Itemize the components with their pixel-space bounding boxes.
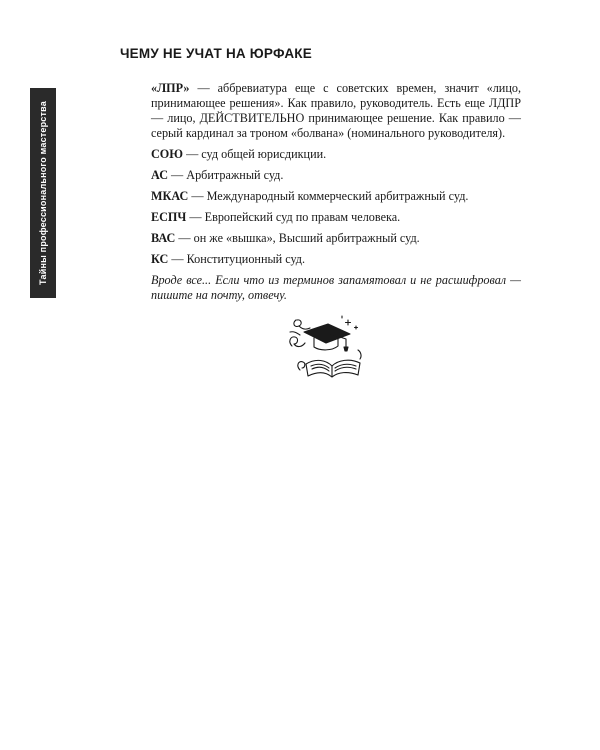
glossary-term: «ЛПР» <box>151 81 190 95</box>
glossary-entry-vas <box>151 231 521 246</box>
glossary-definition: — Международный коммерческий арбитражный суд. <box>188 189 469 203</box>
glossary-entry-espch <box>151 210 521 225</box>
glossary-term: КС <box>151 252 169 266</box>
glossary-entry-mkas <box>151 189 521 204</box>
glossary-term: ВАС <box>151 231 176 245</box>
glossary-definition: — Конституционный суд. <box>168 252 306 266</box>
chapter-title: ЧЕМУ НЕ УЧАТ НА ЮРФАКЕ <box>120 46 312 61</box>
glossary-definition: — аббревиатура еще с советских времен, значит «лицо, принимающее решения». Как правило, руководитель. Есть еще ЛДПР — лицо, ДЕЙСТВИТЕЛЬНО принимающее решение. Как правило — серый кардинал за троном «болвана» (номинального руководителя). <box>151 81 521 140</box>
glossary-term: МКАС <box>151 189 189 203</box>
glossary-entry-soyu <box>151 147 521 162</box>
glossary-content <box>151 81 521 309</box>
side-tab-label: Тайны профессионального мастерства <box>38 101 48 285</box>
glossary-definition: — Арбитражный суд. <box>168 168 284 182</box>
glossary-definition: — он же «вышка», Высший арбитражный суд. <box>175 231 420 245</box>
closing-note: Вроде все... Если что из терминов запамятовал и не расшифровал — пишите на почту, отвечу. <box>151 273 521 302</box>
graduation-cap-and-book-icon <box>286 314 366 380</box>
glossary-term: СОЮ <box>151 147 184 161</box>
glossary-entry-lpr <box>151 81 521 141</box>
glossary-definition: — Европейский суд по правам человека. <box>186 210 401 224</box>
glossary-entry-ks <box>151 252 521 267</box>
glossary-definition: — суд общей юрисдикции. <box>183 147 327 161</box>
glossary-term: ЕСПЧ <box>151 210 187 224</box>
glossary-term: АС <box>151 168 168 182</box>
side-tab <box>30 88 56 298</box>
glossary-entry-as <box>151 168 521 183</box>
